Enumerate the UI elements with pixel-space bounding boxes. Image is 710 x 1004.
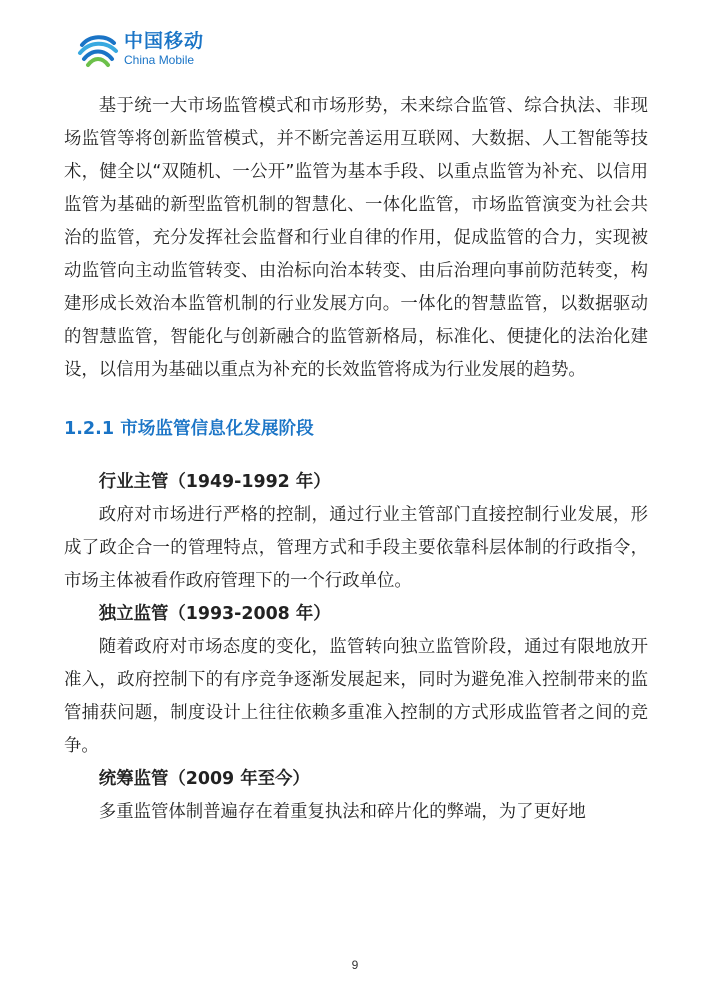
- page-number: 9: [351, 958, 359, 972]
- logo-chinese-name: 中国移动: [124, 30, 205, 52]
- header-logo: [76, 28, 204, 70]
- stage-paragraph: 多重监管体制普遍存在着重复执法和碎片化的弊端，为了更好地: [98, 802, 586, 822]
- stage-heading: 统筹监管（2009 年至今）: [98, 769, 310, 789]
- stage-heading: 行业主管（1949-1992 年）: [98, 472, 331, 492]
- section-heading: 1.2.1 市场监管信息化发展阶段: [64, 419, 314, 439]
- document-body: [64, 90, 648, 829]
- intro-paragraph: 基于统一大市场监管模式和市场形势，未来综合监管、综合执法、非现场监管等将创新监管模式，并不断完善运用互联网、大数据、人工智能等技术，健全以“双随机、一公开”监管为基本手段、以重点监管为补充、以信用监管为基础的新型监管机制的智慧化、一体化监管，市场监管演变为社会共治的监管，充分发挥社会监督和行业自律的作用，促成监管的合力，实现被动监管向主动监管转变、由治标向治本转变、由后治理向事前防范转变，构建形成长效治本监管机制的行业发展方向。一体化的智慧监管，以数据驱动的智慧监管，智能化与创新融合的监管新格局，标准化、便捷化的法治化建设，以信用为基础以重点为补充的长效监管将成为行业发展的趋势。: [64, 96, 648, 380]
- stage-paragraph: 随着政府对市场态度的变化，监管转向独立监管阶段，通过有限地放开准入，政府控制下的有序竞争逐渐发展起来，同时为避免准入控制带来的监管捕获问题，制度设计上往往依赖多重准入控制的方式形成监管者之间的竞争。: [64, 637, 648, 756]
- logo-text: [124, 32, 204, 66]
- stage-paragraph: 政府对市场进行严格的控制，通过行业主管部门直接控制行业发展，形成了政企合一的管理特点，管理方式和手段主要依靠科层体制的行政指令，市场主体被看作政府管理下的一个行政单位。: [64, 505, 648, 591]
- china-mobile-logo-icon: [76, 29, 120, 69]
- logo-english-name: China Mobile: [124, 53, 195, 67]
- stage-heading: 独立监管（1993-2008 年）: [98, 604, 331, 624]
